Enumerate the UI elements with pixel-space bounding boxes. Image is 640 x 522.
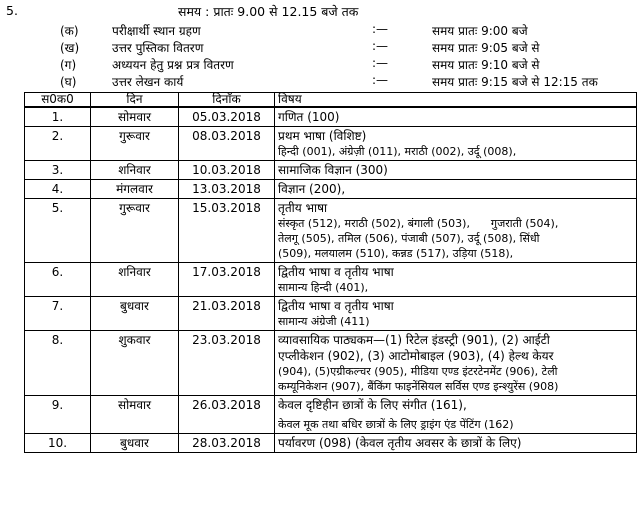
table-row <box>25 127 637 161</box>
table-row <box>25 396 637 434</box>
cell-day: गुरूवार <box>91 199 179 263</box>
schedule-separator: :— <box>372 39 389 53</box>
schedule-activity: उत्तर लेखन कार्य <box>112 75 184 89</box>
cell-date: 28.03.2018 <box>179 434 275 453</box>
cell-date: 10.03.2018 <box>179 161 275 180</box>
subject-line: हिन्दी (001), अंग्रेज़ी (011), मराठी (002), उर्दू (008), <box>278 145 517 158</box>
schedule-item <box>0 56 640 73</box>
cell-sno: 1. <box>25 107 91 127</box>
cell-sno: 6. <box>25 263 91 297</box>
schedule-mark: (घ) <box>60 75 77 89</box>
cell-sno: 3. <box>25 161 91 180</box>
cell-sno: 8. <box>25 331 91 396</box>
cell-date: 21.03.2018 <box>179 297 275 331</box>
cell-subject <box>275 331 637 396</box>
section-number: 5. <box>6 3 18 18</box>
cell-date: 23.03.2018 <box>179 331 275 396</box>
subject-line: केवल मूक तथा बधिर छात्रों के लिए ड्राइंग एंड पेंटिंग (162) <box>278 418 514 431</box>
timing-title: समय : प्रातः 9.00 से 12.15 बजे तक <box>178 4 359 19</box>
subject-line: (904), (5)एग्रीकल्चर (905), मीडिया एण्ड इंटरटेनमेंट (906), टेली <box>278 365 558 378</box>
schedule-activity: उत्तर पुस्तिका वितरण <box>112 41 204 55</box>
cell-date: 05.03.2018 <box>179 107 275 127</box>
schedule-mark: (ख) <box>60 41 80 55</box>
cell-sno: 10. <box>25 434 91 453</box>
subject-line: तेलगू (505), तमिल (506), पंजाबी (507), उर्दू (508), सिंधी <box>278 232 540 245</box>
schedule-activity: अध्ययन हेतु प्रश्न प्रत्र वितरण <box>112 58 234 72</box>
cell-subject <box>275 180 637 199</box>
cell-day: शुकवार <box>91 331 179 396</box>
cell-date: 13.03.2018 <box>179 180 275 199</box>
cell-subject <box>275 127 637 161</box>
cell-day: सोमवार <box>91 396 179 434</box>
schedule-activity: परीक्षार्थी स्थान ग्रहण <box>112 24 201 38</box>
subject-line: एप्लीकेशन (902), (3) आटोमोबाइल (903), (4) हेल्थ केयर <box>278 349 554 363</box>
subject-line: संस्कृत (512), मराठी (502), बंगाली (503), गुजराती (504), <box>278 217 559 230</box>
schedule-item <box>0 39 640 56</box>
schedule-time: समय प्रातः 9:05 बजे से <box>432 41 540 55</box>
cell-subject <box>275 263 637 297</box>
table-row <box>25 331 637 396</box>
cell-subject <box>275 161 637 180</box>
cell-date: 17.03.2018 <box>179 263 275 297</box>
cell-sno: 2. <box>25 127 91 161</box>
subject-line: पर्यावरण (098) (केवल तृतीय अवसर के छात्रों के लिए) <box>278 436 522 450</box>
table-row <box>25 107 637 127</box>
cell-sno: 5. <box>25 199 91 263</box>
subject-line: सामान्य हिन्दी (401), <box>278 281 369 294</box>
table-row <box>25 263 637 297</box>
subject-line: विज्ञान (200), <box>278 182 346 196</box>
subject-line: तृतीय भाषा <box>278 201 328 215</box>
cell-day: सोमवार <box>91 107 179 127</box>
schedule-time: समय प्रातः 9:10 बजे से <box>432 58 540 72</box>
header-subject: विषय <box>275 93 637 108</box>
subject-line: गणित (100) <box>278 110 340 124</box>
exam-schedule-table <box>24 92 637 453</box>
cell-day: गुरूवार <box>91 127 179 161</box>
table-row <box>25 199 637 263</box>
cell-day: शनिवार <box>91 263 179 297</box>
header-date: दिनाँक <box>179 93 275 108</box>
subject-line: (509), मलयालम (510), कन्नड (517), उड़िया (518), <box>278 247 514 260</box>
schedule-time: समय प्रातः 9:00 बजे <box>432 24 528 38</box>
header-sno: स0क0 <box>25 93 91 108</box>
schedule-time: समय प्रातः 9:15 बजे से 12:15 तक <box>432 75 598 89</box>
cell-date: 26.03.2018 <box>179 396 275 434</box>
subject-line: व्यावसायिक पाठ्यकम—(1) रिटेल इंडस्ट्री (901), (2) आईटी <box>278 333 550 347</box>
table-row <box>25 297 637 331</box>
subject-line: द्वितीय भाषा व तृतीय भाषा <box>278 299 394 313</box>
cell-date: 08.03.2018 <box>179 127 275 161</box>
schedule-separator: :— <box>372 73 389 87</box>
subject-line: सामान्य अंग्रेजी (411) <box>278 315 370 328</box>
cell-day: मंगलवार <box>91 180 179 199</box>
schedule-item <box>0 22 640 39</box>
schedule-item <box>0 73 640 90</box>
header-day: दिन <box>91 93 179 108</box>
subject-line: द्वितीय भाषा व तृतीय भाषा <box>278 265 394 279</box>
cell-date: 15.03.2018 <box>179 199 275 263</box>
table-row <box>25 434 637 453</box>
cell-sno: 7. <box>25 297 91 331</box>
table-row <box>25 161 637 180</box>
schedule-separator: :— <box>372 56 389 70</box>
schedule-mark: (ग) <box>60 58 77 72</box>
schedule-mark: (क) <box>60 24 79 38</box>
subject-line: केवल दृष्टिहीन छात्रों के लिए संगीत (161), <box>278 398 467 412</box>
cell-subject <box>275 396 637 434</box>
cell-subject <box>275 107 637 127</box>
cell-subject <box>275 199 637 263</box>
cell-day: बुधवार <box>91 297 179 331</box>
subject-line: प्रथम भाषा (विशिष्ट) <box>278 129 367 143</box>
cell-sno: 9. <box>25 396 91 434</box>
cell-day: बुधवार <box>91 434 179 453</box>
schedule-separator: :— <box>372 22 389 36</box>
subject-line: कम्यूनिकेशन (907), बैंकिंग फाइनेंसियल सर्विस एण्ड इन्श्युरेंस (908) <box>278 380 559 393</box>
cell-day: शनिवार <box>91 161 179 180</box>
subject-line: सामाजिक विज्ञान (300) <box>278 163 388 177</box>
cell-sno: 4. <box>25 180 91 199</box>
table-header-row <box>25 93 637 108</box>
cell-subject <box>275 434 637 453</box>
cell-subject <box>275 297 637 331</box>
table-row <box>25 180 637 199</box>
